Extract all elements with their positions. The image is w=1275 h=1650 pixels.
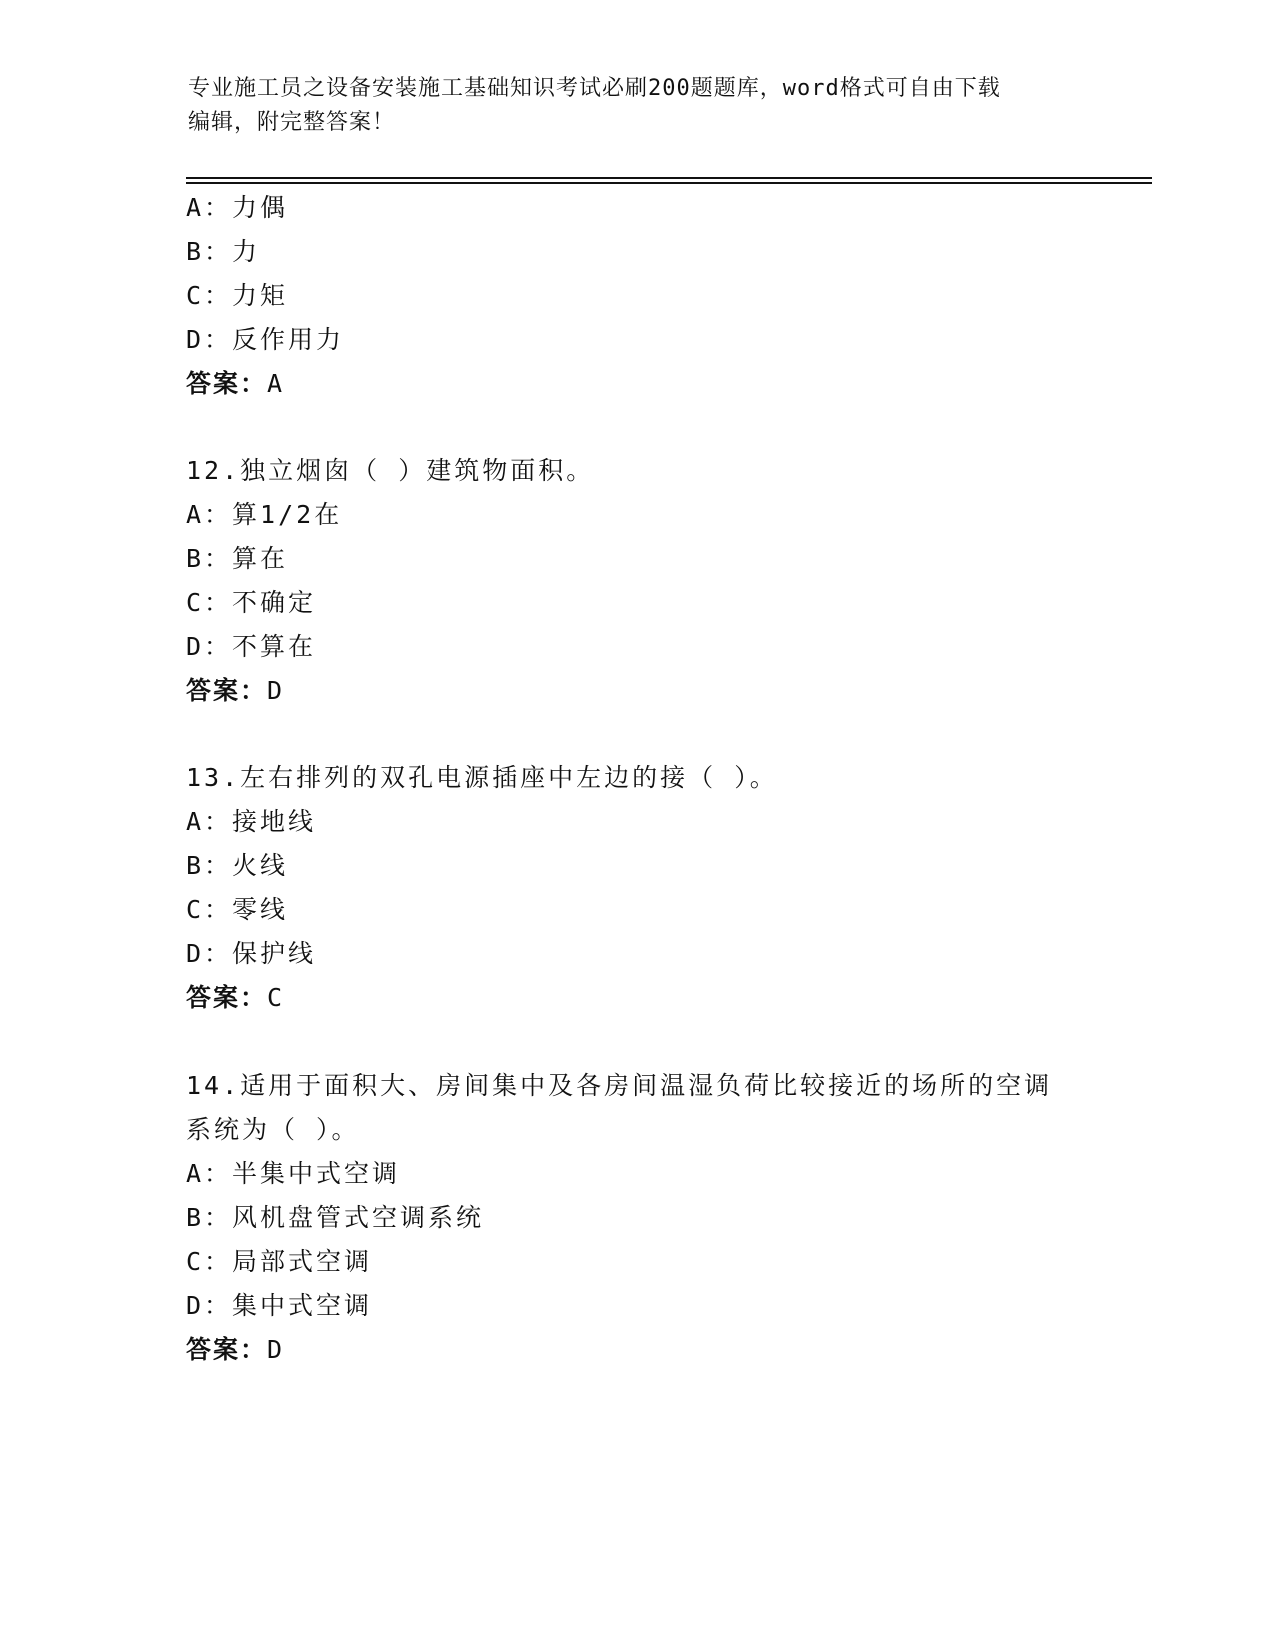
q14-option-a: A：半集中式空调 <box>186 1159 401 1188</box>
q14-option-b: B：风机盘管式空调系统 <box>186 1203 485 1232</box>
q12-option-a: A：算1/2在 <box>186 500 343 529</box>
q14-answer-label: 答案： <box>186 1335 268 1364</box>
q11-answer-label: 答案： <box>186 369 268 398</box>
q12-option-c: C：不确定 <box>186 588 317 617</box>
q11-option-d: D：反作用力 <box>186 325 345 354</box>
q11-answer <box>186 367 284 401</box>
q11-answer-value: A <box>267 369 285 398</box>
q12-option-b: B：算在 <box>186 544 289 573</box>
header-divider-bottom <box>186 182 1152 184</box>
q14-stem-line-2: 系统为（ ）。 <box>186 1115 360 1144</box>
header-line-1: 专业施工员之设备安装施工基础知识考试必刷200题题库，word格式可自由下载 <box>188 76 1001 101</box>
q13-answer <box>186 981 284 1015</box>
q13-option-b: B：火线 <box>186 851 289 880</box>
q13-option-c: C：零线 <box>186 895 289 924</box>
q12-stem: 12.独立烟囱（ ）建筑物面积。 <box>186 456 595 485</box>
q12-option-d: D：不算在 <box>186 632 317 661</box>
q11-option-b: B：力 <box>186 237 261 266</box>
q13-option-a: A：接地线 <box>186 807 317 836</box>
q13-answer-value: C <box>267 983 285 1012</box>
q14-option-c: C：局部式空调 <box>186 1247 373 1276</box>
q13-stem: 13.左右排列的双孔电源插座中左边的接（ ）。 <box>186 763 778 792</box>
header-line-2: 编辑，附完整答案！ <box>188 110 396 135</box>
header-divider-top <box>186 177 1152 179</box>
q11-option-c: C：力矩 <box>186 281 289 310</box>
q12-answer-value: D <box>267 676 285 705</box>
q14-option-d: D：集中式空调 <box>186 1291 373 1320</box>
q11-option-a: A：力偶 <box>186 193 289 222</box>
document-header <box>188 72 1068 140</box>
q14-answer <box>186 1333 284 1367</box>
q13-option-d: D：保护线 <box>186 939 317 968</box>
q14-answer-value: D <box>267 1335 285 1364</box>
q12-answer-label: 答案： <box>186 676 268 705</box>
q13-answer-label: 答案： <box>186 983 268 1012</box>
q12-answer <box>186 674 284 708</box>
q14-stem-line-1: 14.适用于面积大、房间集中及各房间温湿负荷比较接近的场所的空调 <box>186 1071 1053 1100</box>
